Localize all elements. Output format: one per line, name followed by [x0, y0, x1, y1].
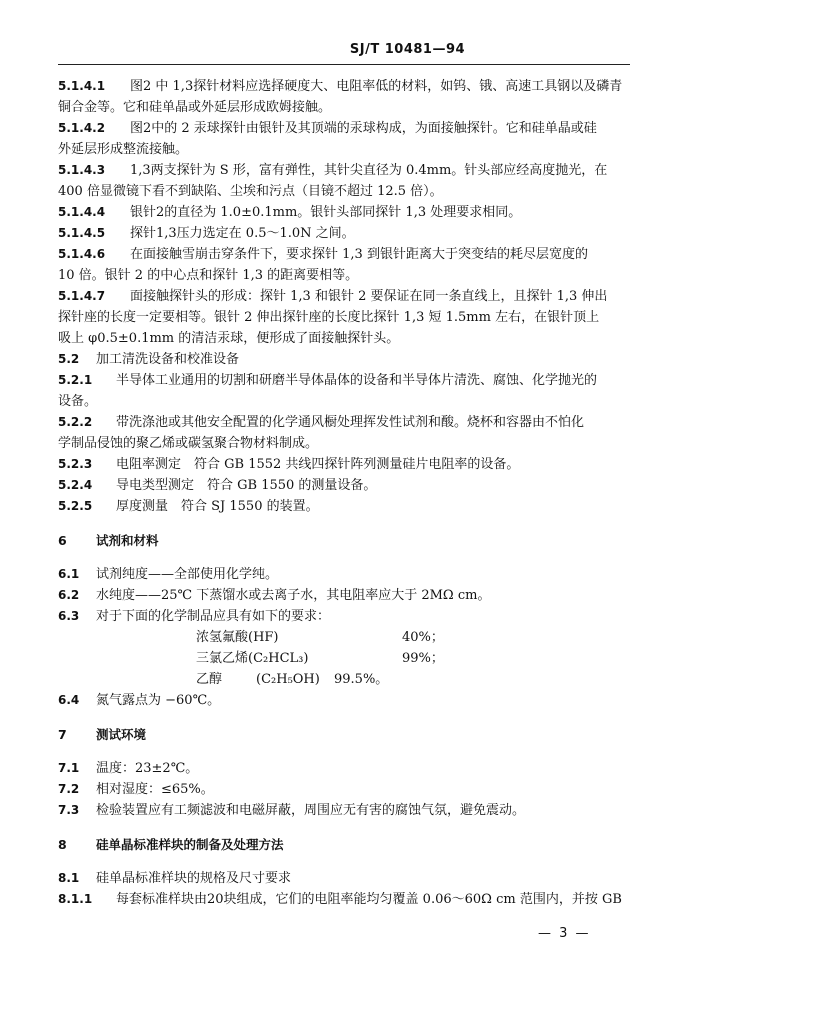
text-line	[58, 454, 630, 475]
text-line	[58, 160, 630, 181]
clause-number: 7.1	[58, 761, 80, 775]
document-code-header: SJ/T 10481—94	[349, 42, 466, 57]
clause-number: 7.2	[58, 782, 80, 796]
chemical-purity: 99.5%。	[334, 672, 389, 687]
clause-text: 吸上 φ0.5±0.1mm 的清洁汞球，便形成了面接触探针头。	[58, 331, 400, 346]
clause-text: 电阻率测定 符合 GB 1552 共线四探针阵列测量硅片电阻率的设备。	[116, 457, 520, 472]
text-line	[58, 265, 630, 286]
clause-text: 半导体工业通用的切割和研磨半导体晶体的设备和半导体片清洗、腐蚀、化学抛光的	[116, 373, 598, 388]
clause-text: 设备。	[58, 394, 98, 409]
clause-8-1-1	[58, 889, 630, 910]
section-5-2-lines	[58, 370, 630, 517]
text-line	[58, 391, 630, 412]
clause-text: 在面接触雪崩击穿条件下，要求探针 1,3 到银针距离大于突变结的耗尽层宽度的	[130, 247, 588, 262]
clause-text: 探针1,3压力选定在 0.5～1.0N 之间。	[130, 226, 355, 241]
clause-text: 400 倍显微镜下看不到缺陷、尘埃和污点（目镜不超过 12.5 倍）。	[58, 184, 443, 199]
clause-number: 5.1.4.4	[58, 205, 106, 219]
chapter-7-heading	[58, 724, 630, 745]
text-line	[58, 412, 630, 433]
chapter-6-heading	[58, 530, 630, 551]
clause-number: 5.2.3	[58, 457, 93, 471]
chapter-number: 7	[58, 727, 67, 742]
clause-text: 10 倍。银针 2 的中心点和探针 1,3 的距离要相等。	[58, 268, 359, 283]
clause-7-1	[58, 758, 630, 779]
text-line	[58, 244, 630, 265]
chapter-title: 测试环境	[96, 727, 147, 742]
text-line	[58, 307, 630, 328]
clause-6-2	[58, 585, 630, 606]
clause-6-4	[58, 690, 630, 711]
clause-text: 探针座的长度一定要相等。银针 2 伸出探针座的长度比探针 1,3 短 1.5mm 左右，在银针顶上	[58, 310, 600, 325]
text-line	[58, 139, 630, 160]
clause-number: 5.2.1	[58, 373, 93, 387]
clause-text: 厚度测量 符合 SJ 1550 的装置。	[116, 499, 319, 514]
clause-text: 温度：23±2℃。	[96, 761, 199, 776]
clause-text: 对于下面的化学制品应具有如下的要求：	[96, 609, 331, 624]
clause-text: 1,3两支探针为 S 形，富有弹性，其针尖直径为 0.4mm。针头部应经高度抛光，在	[130, 163, 608, 178]
clause-text: 试剂纯度——全部使用化学纯。	[96, 567, 279, 582]
chemical-purity: 99%；	[402, 651, 444, 666]
text-line	[58, 370, 630, 391]
chapter-title: 试剂和材料	[96, 533, 159, 548]
clause-number: 6.2	[58, 588, 80, 602]
clause-text: 学制品侵蚀的聚乙烯或碳氢聚合物材料制成。	[58, 436, 319, 451]
text-line	[58, 496, 630, 517]
clause-text: 每套标准样块由20块组成，它们的电阻率能均匀覆盖 0.06～60Ω cm 范围内，并按 GB	[116, 892, 622, 907]
chapter-title: 硅单晶标准样块的制备及处理方法	[96, 837, 284, 852]
chemical-name: 三氯乙烯(C₂HCL₃)	[196, 651, 309, 666]
chemical-formula: (C₂H₅OH)	[256, 672, 320, 687]
clause-text: 带洗涤池或其他安全配置的化学通风橱处理挥发性试剂和酸。烧杯和容器由不怕化	[116, 415, 585, 430]
clause-text: 检验装置应有工频滤波和电磁屏蔽，周围应无有害的腐蚀气氛，避免震动。	[96, 803, 526, 818]
clause-text: 外延层形成整流接触。	[58, 142, 189, 157]
text-line	[58, 97, 630, 118]
clause-number: 5.1.4.6	[58, 247, 106, 261]
text-line	[58, 118, 630, 139]
clause-number: 5.1.4.7	[58, 289, 106, 303]
text-line	[58, 202, 630, 223]
text-line	[58, 433, 630, 454]
clause-number: 6.1	[58, 567, 80, 581]
clause-text: 面接触探针头的形成：探针 1,3 和银针 2 要保证在同一条直线上，且探针 1,3 伸出	[130, 289, 608, 304]
document-body	[58, 76, 630, 910]
clause-text: 铜合金等。它和硅单晶或外延层形成欧姆接触。	[58, 100, 332, 115]
clause-number: 5.2.2	[58, 415, 93, 429]
section-5-2-heading	[58, 349, 630, 370]
clause-7-2	[58, 779, 630, 800]
text-line	[58, 286, 630, 307]
clause-text: 硅单晶标准样块的规格及尺寸要求	[96, 871, 292, 886]
clause-number: 5.2.5	[58, 499, 93, 513]
clause-number: 5.1.4.5	[58, 226, 106, 240]
clause-number: 6.4	[58, 693, 80, 707]
clause-number: 5.2.4	[58, 478, 93, 492]
clause-number: 8.1	[58, 871, 80, 885]
clause-number: 5.1.4.2	[58, 121, 106, 135]
chapter-number: 6	[58, 533, 67, 548]
clause-text: 相对湿度：≤65%。	[96, 782, 214, 797]
clause-number: 5.1.4.1	[58, 79, 106, 93]
text-line	[58, 475, 630, 496]
text-line	[58, 76, 630, 97]
chemical-name: 浓氢氟酸(HF)	[196, 630, 279, 645]
chemical-row	[58, 669, 630, 690]
clause-text: 导电类型测定 符合 GB 1550 的测量设备。	[116, 478, 377, 493]
chapter-8-heading	[58, 834, 630, 855]
clause-6-3	[58, 606, 630, 627]
clause-number: 8.1.1	[58, 892, 93, 906]
header-divider	[58, 64, 630, 65]
chemical-purity: 40%；	[402, 630, 444, 645]
chapter-number: 8	[58, 837, 67, 852]
clause-text: 水纯度——25℃ 下蒸馏水或去离子水，其电阻率应大于 2MΩ cm。	[96, 588, 491, 603]
clause-number: 6.3	[58, 609, 80, 623]
clause-6-1	[58, 564, 630, 585]
chemical-row	[58, 627, 630, 648]
clause-text: 氮气露点为 −60℃。	[96, 693, 221, 708]
section-5-1-4-lines	[58, 76, 630, 349]
text-line	[58, 181, 630, 202]
section-title: 加工清洗设备和校准设备	[96, 352, 240, 367]
section-number: 5.2	[58, 352, 80, 366]
clause-text: 银针2的直径为 1.0±0.1mm。银针头部同探针 1,3 处理要求相同。	[130, 205, 522, 220]
text-line	[58, 223, 630, 244]
clause-text: 图2 中 1,3探针材料应选择硬度大、电阻率低的材料，如钨、锇、高速工具钢以及磷青	[130, 79, 623, 94]
clause-8-1	[58, 868, 630, 889]
page-number: — 3 —	[538, 926, 591, 941]
text-line	[58, 328, 630, 349]
clause-number: 7.3	[58, 803, 80, 817]
chemical-name: 乙醇	[196, 672, 223, 687]
clause-text: 图2中的 2 汞球探针由银针及其顶端的汞球构成，为面接触探针。它和硅单晶或硅	[130, 121, 597, 136]
chemical-row	[58, 648, 630, 669]
clause-7-3	[58, 800, 630, 821]
clause-number: 5.1.4.3	[58, 163, 106, 177]
